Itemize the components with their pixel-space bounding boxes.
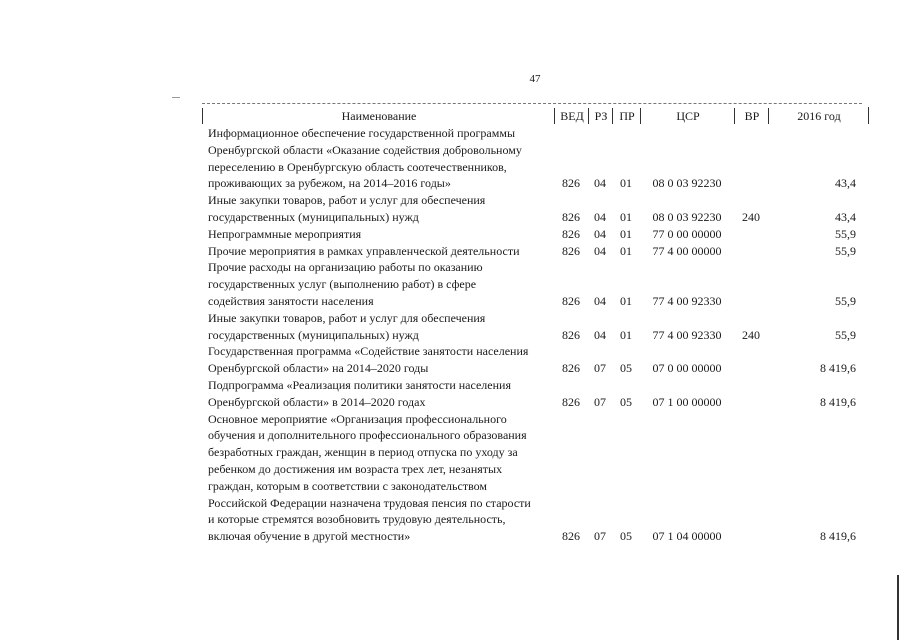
- row-sum: 8 419,6: [820, 529, 856, 544]
- row-rz: 04: [594, 293, 606, 308]
- table-row: [202, 192, 872, 226]
- row-name: [202, 377, 554, 411]
- row-rz: 04: [594, 327, 606, 342]
- row-pr: 01: [620, 226, 632, 241]
- row-name: [202, 243, 554, 260]
- table-row: [202, 343, 872, 377]
- header-top-border: [202, 103, 862, 104]
- row-pr: 01: [620, 327, 632, 342]
- budget-table: [202, 103, 872, 545]
- row-rz: 04: [594, 209, 606, 224]
- row-rz: 07: [594, 529, 606, 544]
- row-name-line: Информационное обеспечение государственной программы: [208, 126, 516, 140]
- table-row: [202, 411, 872, 545]
- row-sum: 8 419,6: [820, 394, 856, 409]
- table-row: [202, 226, 872, 243]
- header-vr: ВР: [734, 108, 769, 124]
- row-ved: 826: [562, 226, 580, 241]
- page-number: 47: [529, 73, 541, 85]
- row-rz: 07: [594, 394, 606, 409]
- header-name: Наименование: [202, 108, 555, 124]
- row-rz: 04: [594, 226, 606, 241]
- row-name-line: государственных услуг (выполнению работ) в сфере: [208, 277, 477, 292]
- row-name-line: переселению в Оренбургскую область соотечественников,: [208, 159, 507, 174]
- row-rz: 07: [594, 361, 606, 376]
- row-pr: 01: [620, 243, 632, 258]
- row-csr: 77 0 00 00000: [652, 226, 722, 241]
- row-pr: 05: [620, 361, 632, 376]
- row-name-line: государственных (муниципальных) нужд: [208, 327, 419, 342]
- row-ved: 826: [562, 394, 580, 409]
- row-name-line: Оренбургской области «Оказание содействия добровольному: [208, 142, 522, 157]
- table-row: [202, 243, 872, 260]
- row-name-line: Основное мероприятие «Организация профессионального: [208, 411, 507, 426]
- row-name-line: Российской Федерации назначена трудовая пенсия по старости: [208, 495, 531, 510]
- row-name-line: Прочие расходы на организацию работы по оказанию: [208, 260, 483, 275]
- row-csr: 08 0 03 92230: [652, 176, 722, 191]
- row-ved: 826: [562, 529, 580, 544]
- row-vr: 240: [742, 327, 760, 342]
- row-name: [202, 125, 554, 192]
- row-name-line: Оренбургской области» на 2014–2020 годы: [208, 361, 429, 376]
- row-csr: 77 4 00 00000: [652, 243, 722, 258]
- row-sum: 8 419,6: [820, 361, 856, 376]
- row-sum: 43,4: [835, 209, 856, 224]
- row-sum: 55,9: [835, 293, 856, 308]
- scan-mark-right: [897, 575, 899, 640]
- row-name-line: включая обучение в другой местности»: [208, 529, 411, 544]
- row-sum: 55,9: [835, 327, 856, 342]
- row-name-line: Прочие мероприятия в рамках управленческой деятельности: [208, 243, 520, 258]
- row-name-line: Подпрограмма «Реализация политики занятости населения: [208, 377, 511, 392]
- row-rz: 04: [594, 176, 606, 191]
- row-sum: 43,4: [835, 176, 856, 191]
- header-year: 2016 год: [768, 108, 869, 124]
- row-name: [202, 411, 554, 545]
- row-name-line: граждан, которым в соответствии с законодательством: [208, 478, 488, 493]
- row-pr: 01: [620, 293, 632, 308]
- row-name-line: обучения и дополнительного профессионального образования: [208, 428, 527, 443]
- row-name: [202, 259, 554, 309]
- header-right-border: [868, 107, 869, 124]
- row-pr: 01: [620, 209, 632, 224]
- row-csr: 77 4 00 92330: [652, 327, 722, 342]
- row-pr: 01: [620, 176, 632, 191]
- row-name-line: Непрограммные мероприятия: [208, 226, 362, 241]
- row-name: [202, 226, 554, 243]
- row-name: [202, 192, 554, 226]
- row-sum: 55,9: [835, 243, 856, 258]
- row-name-line: ребенком до достижения им возраста трех лет, незанятых: [208, 461, 503, 476]
- table-row: [202, 310, 872, 344]
- header-ved: ВЕД: [554, 108, 589, 124]
- row-name-line: Государственная программа «Содействие занятости населения: [208, 344, 529, 359]
- table-row: [202, 377, 872, 411]
- row-ved: 826: [562, 243, 580, 258]
- row-name-line: Иные закупки товаров, работ и услуг для обеспечения: [208, 310, 486, 325]
- row-name-line: государственных (муниципальных) нужд: [208, 209, 419, 224]
- row-ved: 826: [562, 293, 580, 308]
- row-name-line: содействия занятости населения: [208, 293, 374, 308]
- row-name-line: и которые стремятся возобновить трудовую деятельность,: [208, 512, 506, 527]
- header-csr: ЦСР: [640, 108, 735, 124]
- row-vr: 240: [742, 209, 760, 224]
- table-row: [202, 259, 872, 309]
- row-name: [202, 310, 554, 344]
- row-name-line: безработных граждан, женщин в период отпуска по уходу за: [208, 445, 518, 460]
- row-csr: 07 1 00 00000: [652, 394, 722, 409]
- table-body: [202, 125, 872, 545]
- row-csr: 07 0 00 00000: [652, 361, 722, 376]
- table-row: [202, 125, 872, 192]
- row-ved: 826: [562, 361, 580, 376]
- row-csr: 07 1 04 00000: [652, 529, 722, 544]
- row-ved: 826: [562, 176, 580, 191]
- row-sum: 55,9: [835, 226, 856, 241]
- row-pr: 05: [620, 394, 632, 409]
- row-ved: 826: [562, 327, 580, 342]
- row-ved: 826: [562, 209, 580, 224]
- row-name-line: Оренбургской области» в 2014–2020 годах: [208, 394, 426, 409]
- row-csr: 08 0 03 92230: [652, 209, 722, 224]
- header-rz: РЗ: [588, 108, 613, 124]
- row-name-line: проживающих за рубежом, на 2014–2016 годы»: [208, 176, 451, 191]
- table-header: [202, 103, 872, 125]
- row-pr: 05: [620, 529, 632, 544]
- scan-mark-left: [172, 97, 180, 98]
- row-rz: 04: [594, 243, 606, 258]
- row-name-line: Иные закупки товаров, работ и услуг для обеспечения: [208, 193, 486, 208]
- row-name: [202, 343, 554, 377]
- row-csr: 77 4 00 92330: [652, 293, 722, 308]
- header-pr: ПР: [612, 108, 641, 124]
